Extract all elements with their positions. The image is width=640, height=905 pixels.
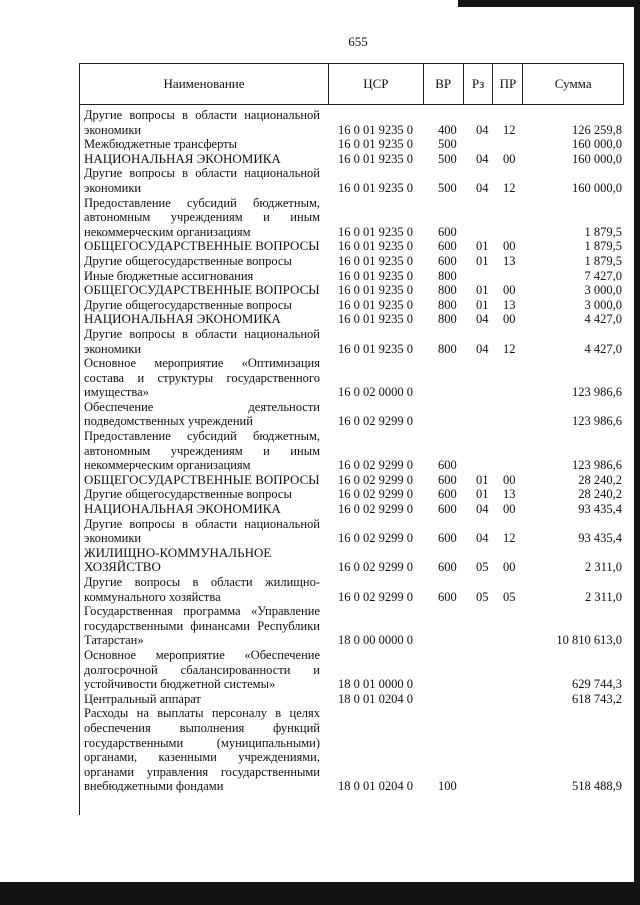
row-pr: 12 — [503, 341, 516, 356]
row-pr: 00 — [503, 283, 516, 298]
row-csr: 16 0 01 9235 0 — [338, 253, 413, 268]
table-row — [84, 502, 624, 517]
row-vr: 600 — [438, 589, 457, 604]
row-name — [84, 298, 320, 313]
row-name — [84, 356, 320, 400]
table-row — [84, 269, 624, 284]
row-vr: 500 — [438, 151, 457, 166]
row-name-line: Основное мероприятие «Оптимизация — [84, 356, 320, 371]
row-sum: 2 311,0 — [584, 560, 622, 575]
row-name-line: долгосрочной сбалансированности и — [84, 662, 320, 677]
row-rz: 04 — [476, 531, 489, 546]
row-csr: 16 0 01 9235 0 — [338, 268, 413, 283]
row-csr: 16 0 01 9235 0 — [338, 297, 413, 312]
row-name — [84, 166, 320, 195]
row-name-line: Другие вопросы в области национальной — [84, 166, 320, 181]
row-sum: 126 259,8 — [572, 122, 622, 137]
table-left-border — [79, 105, 80, 815]
row-sum: 28 240,2 — [578, 487, 622, 502]
row-name-line: Другие общегосударственные вопросы — [84, 253, 292, 268]
row-name — [84, 604, 320, 648]
row-name-line: Предоставление субсидий бюджетным, — [84, 195, 320, 210]
table-row — [84, 692, 624, 707]
row-csr: 16 0 02 9299 0 — [338, 560, 413, 575]
row-name-line: внебюджетными фондами — [84, 779, 224, 794]
header-csr: ЦСР — [329, 64, 424, 104]
row-name — [84, 575, 320, 604]
table-row — [84, 517, 624, 546]
page-number: 655 — [348, 34, 368, 49]
row-rz: 01 — [476, 297, 489, 312]
table-row — [84, 648, 624, 692]
row-name-line: некоммерческим организациям — [84, 224, 251, 239]
table-row — [84, 487, 624, 502]
row-name — [84, 473, 320, 488]
row-csr: 16 0 01 9235 0 — [338, 341, 413, 356]
row-sum: 28 240,2 — [578, 472, 622, 487]
row-rz: 04 — [476, 502, 489, 517]
row-name-line: НАЦИОНАЛЬНАЯ ЭКОНОМИКА — [84, 311, 281, 327]
row-rz: 04 — [476, 151, 489, 166]
row-name-line: Предоставление субсидий бюджетным, — [84, 429, 320, 444]
header-sum: Сумма — [554, 76, 592, 91]
header-rz: Рз — [464, 64, 494, 104]
row-csr: 18 0 01 0204 0 — [338, 691, 413, 706]
row-name-line: Другие вопросы в области национальной — [84, 108, 320, 122]
row-pr: 12 — [503, 122, 516, 137]
row-sum: 2 311,0 — [584, 589, 622, 604]
row-sum: 518 488,9 — [572, 779, 622, 794]
table-row — [84, 283, 624, 298]
row-name — [84, 706, 320, 794]
row-name-line: ОБЩЕГОСУДАРСТВЕННЫЕ ВОПРОСЫ — [84, 238, 320, 254]
row-name-line: государственными финансами Республики — [84, 618, 320, 633]
row-name-line: экономики — [84, 341, 142, 356]
table-row — [84, 327, 624, 356]
row-sum: 160 000,0 — [572, 180, 622, 195]
row-pr: 12 — [503, 180, 516, 195]
row-name-line: коммунального хозяйства — [84, 589, 221, 604]
row-sum: 7 427,0 — [584, 268, 622, 283]
row-name-line: ХОЗЯЙСТВО — [84, 559, 161, 575]
table-row — [84, 604, 624, 648]
row-vr: 600 — [438, 239, 457, 254]
row-csr: 16 0 01 9235 0 — [338, 283, 413, 298]
row-csr: 16 0 02 9299 0 — [338, 414, 413, 429]
row-name-line: Другие общегосударственные вопросы — [84, 297, 292, 312]
row-vr: 600 — [438, 487, 457, 502]
row-vr: 800 — [438, 312, 457, 327]
row-vr: 600 — [438, 472, 457, 487]
row-name-line: экономики — [84, 180, 142, 195]
row-vr: 500 — [438, 137, 457, 152]
row-csr: 16 0 01 9235 0 — [338, 312, 413, 327]
row-name — [84, 429, 320, 473]
row-sum: 3 000,0 — [584, 297, 622, 312]
row-rz: 01 — [476, 472, 489, 487]
row-sum: 4 427,0 — [584, 312, 622, 327]
table-row — [84, 356, 624, 400]
row-name — [84, 283, 320, 298]
table-row — [84, 400, 624, 429]
row-csr: 16 0 01 9235 0 — [338, 224, 413, 239]
scan-edge-top — [458, 0, 640, 7]
row-name-line: Татарстан» — [84, 633, 144, 648]
table-row — [84, 312, 624, 327]
row-name — [84, 692, 320, 707]
table-row — [84, 152, 624, 167]
row-vr: 600 — [438, 502, 457, 517]
row-name — [84, 254, 320, 269]
table-header — [79, 63, 624, 105]
row-name-line: экономики — [84, 531, 142, 546]
row-name — [84, 487, 320, 502]
row-rz: 01 — [476, 487, 489, 502]
row-pr: 13 — [503, 487, 516, 502]
row-name-line: подведомственных учреждений — [84, 414, 253, 429]
scan-edge-right — [634, 0, 640, 905]
row-vr: 600 — [438, 531, 457, 546]
table-row — [84, 239, 624, 254]
row-name — [84, 517, 320, 546]
row-name-line: Другие вопросы в области национальной — [84, 516, 320, 531]
row-name-line: Расходы на выплаты персоналу в целях — [84, 706, 320, 721]
row-csr: 16 0 02 9299 0 — [338, 531, 413, 546]
row-name — [84, 152, 320, 167]
row-name-line: органами, казенными учреждениями, — [84, 750, 320, 765]
row-name — [84, 108, 320, 137]
row-vr: 600 — [438, 253, 457, 268]
table-row — [84, 137, 624, 152]
row-csr: 16 0 01 9235 0 — [338, 180, 413, 195]
row-name — [84, 269, 320, 284]
row-pr: 05 — [503, 589, 516, 604]
row-sum: 160 000,0 — [572, 151, 622, 166]
row-rz: 01 — [476, 253, 489, 268]
table-body — [84, 108, 624, 794]
header-pr: ПР — [493, 64, 523, 104]
row-sum: 629 744,3 — [572, 677, 622, 692]
row-csr: 16 0 02 9299 0 — [338, 458, 413, 473]
row-rz: 04 — [476, 122, 489, 137]
row-name — [84, 546, 320, 575]
row-name-line: ОБЩЕГОСУДАРСТВЕННЫЕ ВОПРОСЫ — [84, 471, 320, 487]
row-vr: 600 — [438, 560, 457, 575]
row-sum: 618 743,2 — [572, 691, 622, 706]
row-vr: 600 — [438, 458, 457, 473]
row-name-line: НАЦИОНАЛЬНАЯ ЭКОНОМИКА — [84, 150, 281, 166]
table-row — [84, 196, 624, 240]
table-row — [84, 108, 624, 137]
row-csr: 16 0 01 9235 0 — [338, 122, 413, 137]
row-csr: 16 0 01 9235 0 — [338, 151, 413, 166]
row-name-line: экономики — [84, 122, 142, 137]
row-name-line: органами управления государственными — [84, 764, 320, 779]
row-name — [84, 502, 320, 517]
row-name — [84, 312, 320, 327]
row-csr: 16 0 02 9299 0 — [338, 472, 413, 487]
row-vr: 800 — [438, 268, 457, 283]
row-name-line: государственными (муниципальными) — [84, 735, 320, 750]
table-row — [84, 429, 624, 473]
row-pr: 12 — [503, 531, 516, 546]
row-name-line: Государственная программа «Управление — [84, 604, 320, 619]
row-csr: 16 0 01 9235 0 — [338, 239, 413, 254]
row-pr: 00 — [503, 472, 516, 487]
row-name-line: Обеспечение деятельности — [84, 399, 320, 414]
row-name-line: Основное мероприятие «Обеспечение — [84, 647, 320, 662]
scan-edge-bottom — [0, 882, 640, 905]
row-csr: 16 0 02 9299 0 — [338, 502, 413, 517]
header-name: Наименование — [80, 64, 329, 104]
row-name-line: имущества» — [84, 385, 149, 400]
row-csr: 18 0 01 0000 0 — [338, 677, 413, 692]
row-pr: 13 — [503, 253, 516, 268]
row-name-line: автономным учреждениям и иным — [84, 443, 320, 458]
header-vr: ВР — [424, 64, 464, 104]
row-sum: 1 879,5 — [584, 253, 622, 268]
row-sum: 10 810 613,0 — [556, 633, 622, 648]
row-rz: 05 — [476, 560, 489, 575]
row-name — [84, 327, 320, 356]
row-name — [84, 196, 320, 240]
row-name — [84, 400, 320, 429]
row-pr: 00 — [503, 151, 516, 166]
row-name-line: ОБЩЕГОСУДАРСТВЕННЫЕ ВОПРОСЫ — [84, 282, 320, 298]
row-sum: 4 427,0 — [584, 341, 622, 356]
row-name — [84, 239, 320, 254]
row-sum: 160 000,0 — [572, 137, 622, 152]
row-sum: 123 986,6 — [572, 385, 622, 400]
row-rz: 04 — [476, 341, 489, 356]
row-rz: 01 — [476, 283, 489, 298]
row-csr: 18 0 01 0204 0 — [338, 779, 413, 794]
row-vr: 800 — [438, 341, 457, 356]
row-name — [84, 648, 320, 692]
row-sum: 1 879,5 — [584, 239, 622, 254]
row-rz: 04 — [476, 312, 489, 327]
row-rz: 01 — [476, 239, 489, 254]
row-name-line: Центральный аппарат — [84, 691, 201, 706]
row-name — [84, 137, 320, 152]
row-vr: 400 — [438, 122, 457, 137]
table-row — [84, 254, 624, 269]
row-name-line: обеспечения выполнения функций — [84, 720, 320, 735]
row-sum: 123 986,6 — [572, 458, 622, 473]
row-sum: 123 986,6 — [572, 414, 622, 429]
row-name-line: Другие вопросы в области жилищно- — [84, 575, 320, 589]
table-row — [84, 298, 624, 313]
row-sum: 93 435,4 — [578, 531, 622, 546]
row-sum: 1 879,5 — [584, 224, 622, 239]
table-row — [84, 706, 624, 794]
row-name-line: НАЦИОНАЛЬНАЯ ЭКОНОМИКА — [84, 501, 281, 517]
row-csr: 18 0 00 0000 0 — [338, 633, 413, 648]
row-vr: 100 — [438, 779, 457, 794]
row-pr: 00 — [503, 502, 516, 517]
row-pr: 13 — [503, 297, 516, 312]
row-name-line: Другие общегосударственные вопросы — [84, 487, 292, 502]
table-row — [84, 473, 624, 488]
row-csr: 16 0 02 0000 0 — [338, 385, 413, 400]
row-name-line: автономным учреждениям и иным — [84, 210, 320, 225]
row-vr: 600 — [438, 224, 457, 239]
row-name-line: Иные бюджетные ассигнования — [84, 268, 254, 283]
row-sum: 93 435,4 — [578, 502, 622, 517]
row-csr: 16 0 01 9235 0 — [338, 137, 413, 152]
row-name-line: состава и структуры государственного — [84, 370, 320, 385]
row-vr: 800 — [438, 297, 457, 312]
row-vr: 500 — [438, 180, 457, 195]
table-row — [84, 546, 624, 575]
table-row — [84, 166, 624, 195]
table-row — [84, 575, 624, 604]
row-name-line: устойчивости бюджетной системы» — [84, 677, 276, 692]
row-rz: 05 — [476, 589, 489, 604]
row-name-line: некоммерческим организациям — [84, 458, 251, 473]
row-csr: 16 0 02 9299 0 — [338, 589, 413, 604]
row-pr: 00 — [503, 239, 516, 254]
row-pr: 00 — [503, 312, 516, 327]
row-name-line: Другие вопросы в области национальной — [84, 326, 320, 341]
row-vr: 800 — [438, 283, 457, 298]
row-name-line: ЖИЛИЩНО-КОММУНАЛЬНОЕ — [84, 544, 272, 560]
row-sum: 3 000,0 — [584, 283, 622, 298]
row-name-line: Межбюджетные трансферты — [84, 137, 238, 152]
row-pr: 00 — [503, 560, 516, 575]
row-rz: 04 — [476, 180, 489, 195]
row-csr: 16 0 02 9299 0 — [338, 487, 413, 502]
